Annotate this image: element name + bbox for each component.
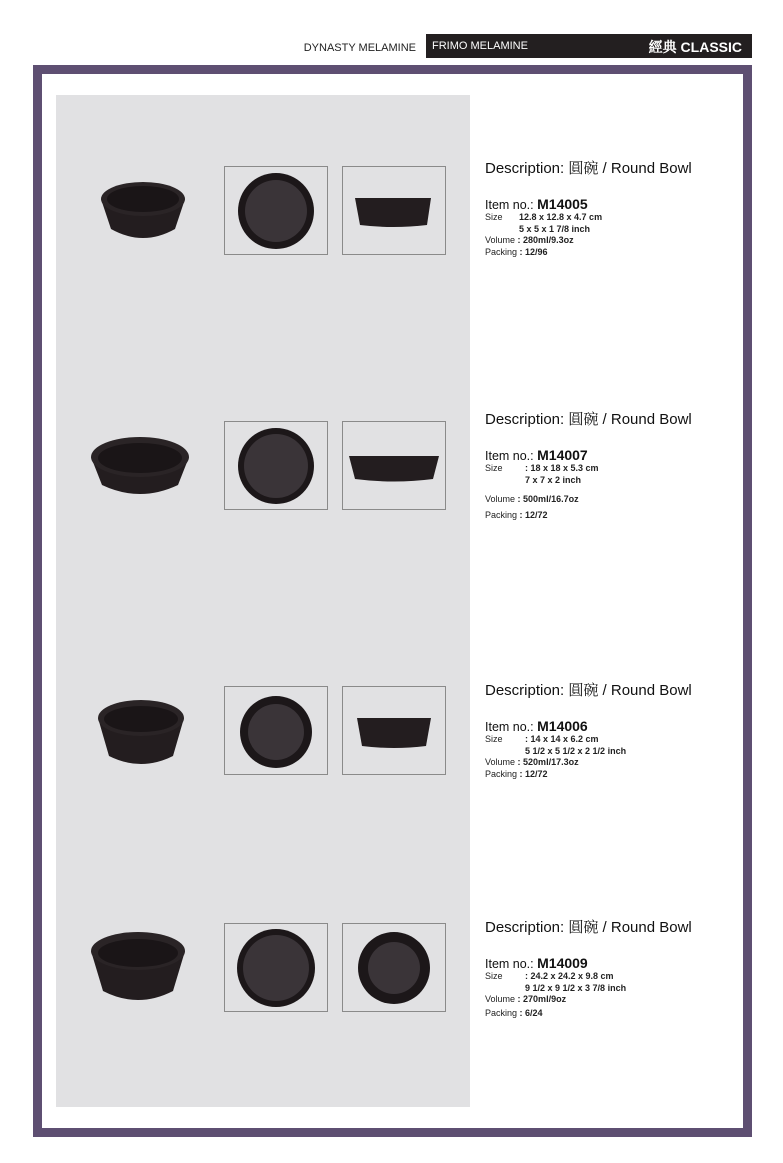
size-label: Size	[485, 734, 503, 744]
item-number-line	[485, 955, 692, 971]
bowl-perspective-icon	[95, 696, 187, 770]
product-description: Description: 圓碗 / Round Bowl	[485, 160, 692, 177]
top-view-frame	[224, 166, 328, 255]
size-inch: 5 x 5 x 1 7/8 inch	[519, 223, 591, 234]
bowl-perspective-icon	[88, 431, 192, 501]
header-series: 經典 CLASSIC	[648, 39, 742, 55]
size-cm: : 24.2 x 24.2 x 9.8 cm	[525, 971, 614, 981]
side-view-frame	[342, 166, 446, 255]
bowl-side-view-icon	[343, 167, 445, 254]
volume-value: : 280ml/9.3oz	[517, 235, 574, 245]
volume-value: : 520ml/17.3oz	[517, 757, 579, 767]
product-info	[485, 919, 692, 1019]
size-inch: 7 x 7 x 2 inch	[525, 474, 582, 485]
bowl-side-view-icon	[343, 687, 445, 774]
product-card	[0, 907, 783, 1027]
item-number-line	[485, 196, 692, 212]
header-bar	[426, 34, 752, 58]
size-cm: : 14 x 14 x 6.2 cm	[525, 734, 599, 744]
packing-value: : 12/96	[519, 246, 548, 257]
bowl-perspective-icon	[88, 929, 188, 1007]
volume-label: Volume	[485, 235, 516, 245]
packing-value: : 12/72	[519, 509, 548, 520]
size-inch: 9 1/2 x 9 1/2 x 3 7/8 inch	[525, 982, 627, 993]
underside-view-frame	[342, 923, 446, 1012]
volume-label: Volume	[485, 494, 516, 504]
item-number-line	[485, 447, 692, 463]
bowl-underside-view-icon	[343, 924, 445, 1011]
product-card	[0, 150, 783, 270]
packing-value: : 12/72	[519, 768, 548, 779]
product-description: Description: 圓碗 / Round Bowl	[485, 919, 692, 936]
item-number: M14005	[537, 196, 588, 212]
item-number-label: Item no.:	[485, 449, 534, 463]
volume-label: Volume	[485, 757, 516, 767]
item-number-label: Item no.:	[485, 957, 534, 971]
top-view-frame	[224, 421, 328, 510]
item-number: M14009	[537, 955, 588, 971]
packing-label: Packing	[485, 246, 518, 257]
header-collection-label: DYNASTY MELAMINE	[303, 42, 416, 54]
item-number-label: Item no.:	[485, 720, 534, 734]
bowl-top-view-icon	[225, 924, 327, 1011]
item-number-label: Item no.:	[485, 198, 534, 212]
bowl-perspective-icon	[97, 177, 189, 243]
bowl-side-view-icon	[343, 422, 445, 509]
packing-label: Packing	[485, 768, 518, 779]
product-info	[485, 682, 692, 780]
product-card	[0, 670, 783, 790]
packing-label: Packing	[485, 1007, 518, 1018]
packing-value: : 6/24	[519, 1007, 543, 1018]
top-view-frame	[224, 686, 328, 775]
product-info	[485, 160, 692, 258]
product-card	[0, 405, 783, 525]
size-cm: : 18 x 18 x 5.3 cm	[525, 463, 599, 473]
item-number: M14007	[537, 447, 588, 463]
volume-value: : 500ml/16.7oz	[517, 494, 579, 504]
volume-label: Volume	[485, 994, 516, 1004]
side-view-frame	[342, 421, 446, 510]
product-description: Description: 圓碗 / Round Bowl	[485, 682, 692, 699]
header-brand: FRIMO MELAMINE	[432, 40, 528, 52]
size-label: Size	[485, 463, 503, 473]
size-label: Size	[485, 212, 503, 222]
bowl-top-view-icon	[225, 167, 327, 254]
item-number-line	[485, 718, 692, 734]
bowl-top-view-icon	[225, 422, 327, 509]
size-cm: 12.8 x 12.8 x 4.7 cm	[519, 212, 603, 222]
size-inch: 5 1/2 x 5 1/2 x 2 1/2 inch	[525, 745, 627, 756]
bowl-top-view-icon	[225, 687, 327, 774]
volume-value: : 270ml/9oz	[517, 994, 567, 1004]
side-view-frame	[342, 686, 446, 775]
product-info	[485, 411, 692, 521]
product-description: Description: 圓碗 / Round Bowl	[485, 411, 692, 428]
top-view-frame	[224, 923, 328, 1012]
item-number: M14006	[537, 718, 588, 734]
packing-label: Packing	[485, 509, 518, 520]
size-label: Size	[485, 971, 503, 981]
